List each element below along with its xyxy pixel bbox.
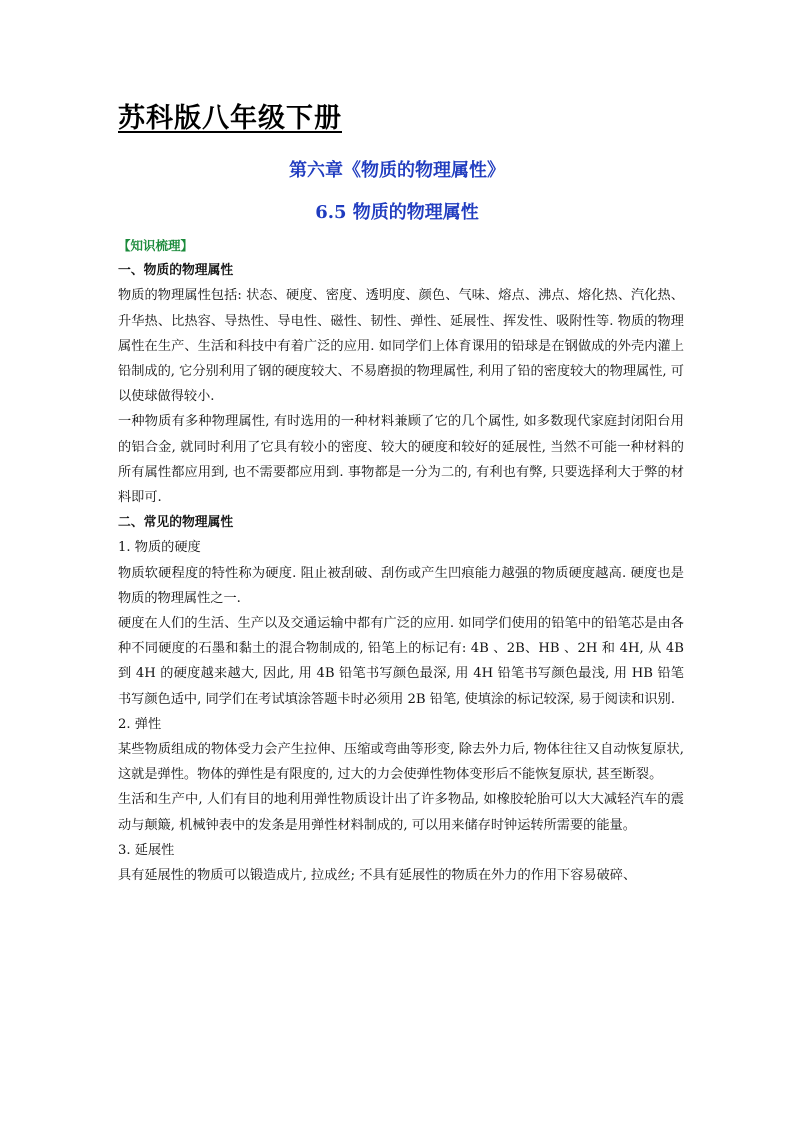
- section-title: 6.5 物质的物理属性: [315, 202, 479, 223]
- paragraph: 具有延展性的物质可以锻造成片, 拉成丝; 不具有延展性的物质在外力的作用下容易破碎、: [118, 868, 637, 884]
- knowledge-tag: 【知识梳理】: [118, 238, 194, 253]
- document-body: [118, 233, 684, 888]
- subheading-elasticity: 2. 弹性: [118, 716, 162, 732]
- paragraph: 物质软硬程度的特性称为硬度. 阻止被刮破、刮伤或产生凹痕能力越强的物质硬度越高. 硬度也是物质的物理属性之一.: [118, 565, 684, 606]
- paragraph: 某些物质组成的物体受力会产生拉伸、压缩或弯曲等形变, 除去外力后, 物体往往又自动恢复原状, 这就是弹性。物体的弹性是有限度的, 过大的力会使弹性物体变形后不能恢复原状, 甚至断裂。: [118, 742, 684, 783]
- paragraph: 一种物质有多种物理属性, 有时选用的一种材料兼顾了它的几个属性, 如多数现代家庭封闭阳台用的铝合金, 就同时利用了它具有较小的密度、较大的硬度和较好的延展性, 当然不可能一种材料的所有属性都应用到, 也不需要都应用到. 事物都是一分为二的, 有利也有弊, 只要选择利大于弊的材料即可.: [118, 414, 684, 506]
- paragraph: 物质的物理属性包括: 状态、硬度、密度、透明度、颜色、气味、熔点、沸点、熔化热、汽化热、升华热、比热容、导热性、导电性、磁性、韧性、弹性、延展性、挥发性、吸附性等. 物质的物理属性在生产、生活和科技中有着广泛的应用. 如同学们上体育课用的铅球是在钢做成的外壳内灌上铅制成的, 它分别利用了钢的硬度较大、不易磨损的物理属性, 利用了铅的密度较大的物理属性, 可以使球做得较小.: [118, 288, 684, 405]
- subheading-hardness: 1. 物质的硬度: [118, 540, 201, 556]
- chapter-title: 第六章《物质的物理属性》: [289, 160, 505, 181]
- heading-common-properties: 二、常见的物理属性: [118, 515, 234, 531]
- paragraph: 硬度在人们的生活、生产以及交通运输中都有广泛的应用. 如同学们使用的铅笔中的铅笔芯是由各种不同硬度的石墨和黏土的混合物制成的, 铅笔上的标记有: 4B 、2B、HB 、2H 和 4H, 从 4B 到 4H 的硬度越来越大, 因此, 用 4B 铅笔书写颜色最深, 用 4H 铅笔书写颜色最浅, 用 HB 铅笔书写颜色适中, 同学们在考试填涂答题卡时必须用 2B 铅笔, 使填涂的标记较深, 易于阅读和识别.: [118, 616, 684, 707]
- subheading-ductility: 3. 延展性: [118, 842, 175, 858]
- heading-physical-properties: 一、物质的物理属性: [118, 263, 234, 279]
- book-title: 苏科版八年级下册: [118, 103, 342, 134]
- paragraph: 生活和生产中, 人们有目的地利用弹性物质设计出了许多物品, 如橡胶轮胎可以大大减轻汽车的震动与颠簸, 机械钟表中的发条是用弹性材料制成的, 可以用来储存时钟运转所需要的能量。: [118, 792, 684, 833]
